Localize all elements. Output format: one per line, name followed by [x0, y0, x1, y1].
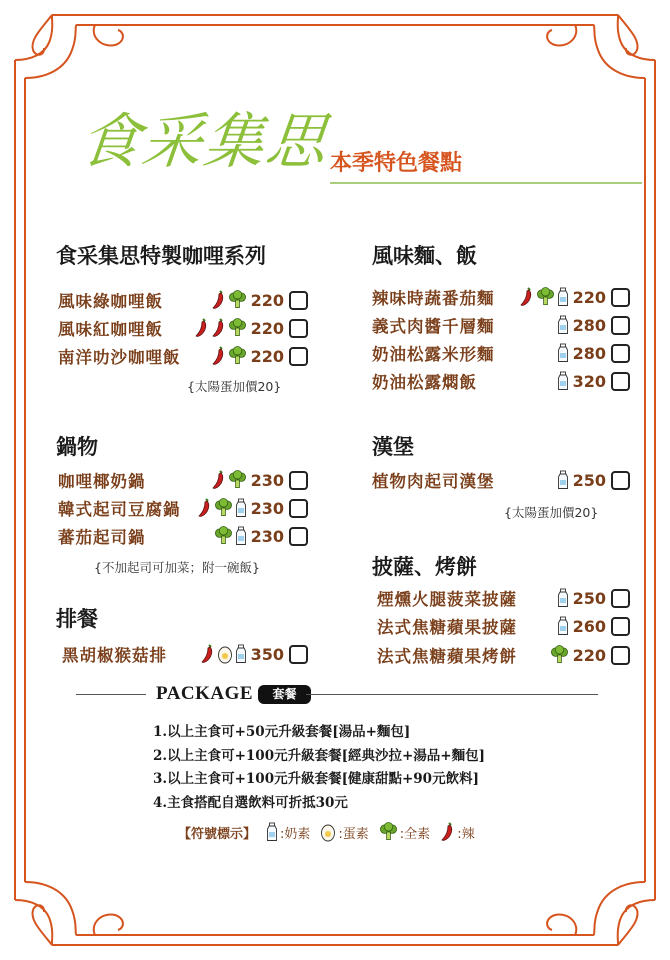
menu-item [58, 468, 308, 492]
item-price: 230 [250, 526, 284, 546]
legend-text: :蛋素 [338, 826, 369, 842]
restaurant-logo: 食采集思 [76, 107, 332, 177]
order-checkbox[interactable] [611, 344, 630, 363]
menu-item [58, 524, 308, 548]
package-option: 4.主食搭配自選飲料可折抵30元 [153, 794, 348, 811]
chili-pepper-icon [197, 498, 212, 518]
item-price: 280 [572, 343, 606, 363]
menu-item [62, 642, 308, 666]
broccoli-icon [228, 318, 247, 338]
menu-item [372, 369, 630, 393]
symbol-legend [178, 822, 475, 842]
section-note: {太陽蛋加價20} [504, 505, 599, 520]
milk-bottle-icon [235, 498, 247, 518]
item-price: 280 [572, 315, 606, 335]
chili-pepper-icon [200, 644, 215, 664]
divider-right [306, 694, 598, 695]
item-price: 220 [250, 318, 284, 338]
menu-item [372, 341, 630, 365]
item-price: 320 [572, 371, 606, 391]
package-option: 2.以上主食可+100元升級套餐[經典沙拉+湯品+麵包] [153, 747, 485, 764]
menu-item [372, 285, 630, 309]
item-price: 220 [572, 287, 606, 307]
item-name: 辣味時蔬番茄麵 [372, 289, 495, 308]
season-title: 本季特色餐點 [330, 151, 463, 176]
milk-bottle-icon [557, 616, 569, 636]
egg-icon [320, 822, 336, 842]
milk-bottle-icon [557, 371, 569, 391]
menu-item [377, 643, 630, 667]
order-checkbox[interactable] [289, 347, 308, 366]
menu-item [58, 316, 308, 340]
order-checkbox[interactable] [611, 589, 630, 608]
chili-pepper-icon [440, 822, 455, 842]
item-name: 法式焦糖蘋果烤餅 [377, 647, 517, 666]
item-name: 咖哩椰奶鍋 [58, 472, 146, 491]
section-title-curry: 食采集思特製咖哩系列 [56, 244, 266, 268]
section-title-pizza: 披薩、烤餅 [372, 555, 477, 579]
item-name: 黑胡椒猴菇排 [62, 646, 167, 665]
milk-bottle-icon [557, 343, 569, 363]
broccoli-icon [214, 526, 233, 546]
item-price: 220 [250, 290, 284, 310]
order-checkbox[interactable] [289, 471, 308, 490]
chili-pepper-icon [194, 318, 209, 338]
item-name: 植物肉起司漢堡 [372, 472, 495, 491]
milk-bottle-icon [266, 822, 278, 842]
item-price: 220 [572, 645, 606, 665]
package-option: 1.以上主食可+50元升級套餐[湯品+麵包] [153, 724, 411, 740]
broccoli-icon [228, 346, 247, 366]
legend-label: 【符號標示】 [178, 826, 257, 842]
section-title-hotpot: 鍋物 [56, 435, 98, 459]
milk-bottle-icon [557, 315, 569, 335]
item-price: 250 [572, 588, 606, 608]
chili-pepper-icon [211, 346, 226, 366]
package-list [153, 721, 485, 815]
menu-item [372, 313, 630, 337]
item-name: 奶油松露米形麵 [372, 345, 495, 364]
item-name: 風味紅咖哩飯 [58, 320, 163, 339]
item-price: 260 [572, 616, 606, 636]
section-note: {不加起司可加菜；附一碗飯} [94, 560, 260, 575]
section-note: {太陽蛋加價20} [187, 379, 282, 394]
order-checkbox[interactable] [611, 288, 630, 307]
item-name: 義式肉醬千層麵 [372, 317, 495, 336]
menu-item [58, 288, 308, 312]
menu-item [58, 496, 308, 520]
order-checkbox[interactable] [289, 291, 308, 310]
menu-item [377, 614, 630, 638]
section-title-noodles: 風味麵、飯 [372, 244, 477, 268]
egg-icon [217, 644, 233, 664]
item-name: 蕃茄起司鍋 [58, 528, 146, 547]
menu-item [377, 586, 630, 610]
package-option: 3.以上主食可+100元升級套餐[健康甜點+90元飲料] [153, 771, 479, 787]
order-checkbox[interactable] [611, 646, 630, 665]
broccoli-icon [228, 290, 247, 310]
order-checkbox[interactable] [611, 372, 630, 391]
order-checkbox[interactable] [289, 499, 308, 518]
item-name: 奶油松露燜飯 [372, 373, 477, 392]
item-name: 南洋叻沙咖哩飯 [58, 348, 181, 367]
milk-bottle-icon [557, 287, 569, 307]
menu-item [58, 344, 308, 368]
broccoli-icon [550, 645, 569, 665]
order-checkbox[interactable] [611, 617, 630, 636]
item-price: 230 [250, 498, 284, 518]
order-checkbox[interactable] [611, 316, 630, 335]
chili-pepper-icon [211, 318, 226, 338]
order-checkbox[interactable] [289, 527, 308, 546]
chili-pepper-icon [519, 287, 534, 307]
item-price: 350 [250, 644, 284, 664]
package-badge: 套餐 [258, 685, 311, 704]
broccoli-icon [214, 498, 233, 518]
chili-pepper-icon [211, 470, 226, 490]
title-underline [330, 182, 642, 184]
item-name: 韓式起司豆腐鍋 [58, 500, 181, 519]
order-checkbox[interactable] [289, 645, 308, 664]
item-price: 250 [572, 470, 606, 490]
broccoli-icon [536, 287, 555, 307]
legend-text: :辣 [457, 826, 475, 842]
item-name: 風味綠咖哩飯 [58, 292, 163, 311]
section-title-burger: 漢堡 [372, 435, 414, 459]
item-name: 煙燻火腿菠菜披薩 [377, 590, 517, 609]
item-price: 230 [250, 470, 284, 490]
broccoli-icon [228, 470, 247, 490]
milk-bottle-icon [557, 588, 569, 608]
legend-text: :全素 [399, 826, 431, 842]
broccoli-icon [379, 822, 398, 842]
divider-left [76, 694, 146, 695]
section-title-steak: 排餐 [56, 607, 98, 631]
order-checkbox[interactable] [611, 471, 630, 490]
order-checkbox[interactable] [289, 319, 308, 338]
milk-bottle-icon [557, 470, 569, 490]
item-price: 220 [250, 346, 284, 366]
chili-pepper-icon [211, 290, 226, 310]
package-title: PACKAGE [156, 683, 254, 704]
milk-bottle-icon [235, 526, 247, 546]
milk-bottle-icon [235, 644, 247, 664]
legend-text: :奶素 [280, 826, 311, 842]
item-name: 法式焦糖蘋果披薩 [377, 618, 517, 637]
menu-item [372, 468, 630, 492]
